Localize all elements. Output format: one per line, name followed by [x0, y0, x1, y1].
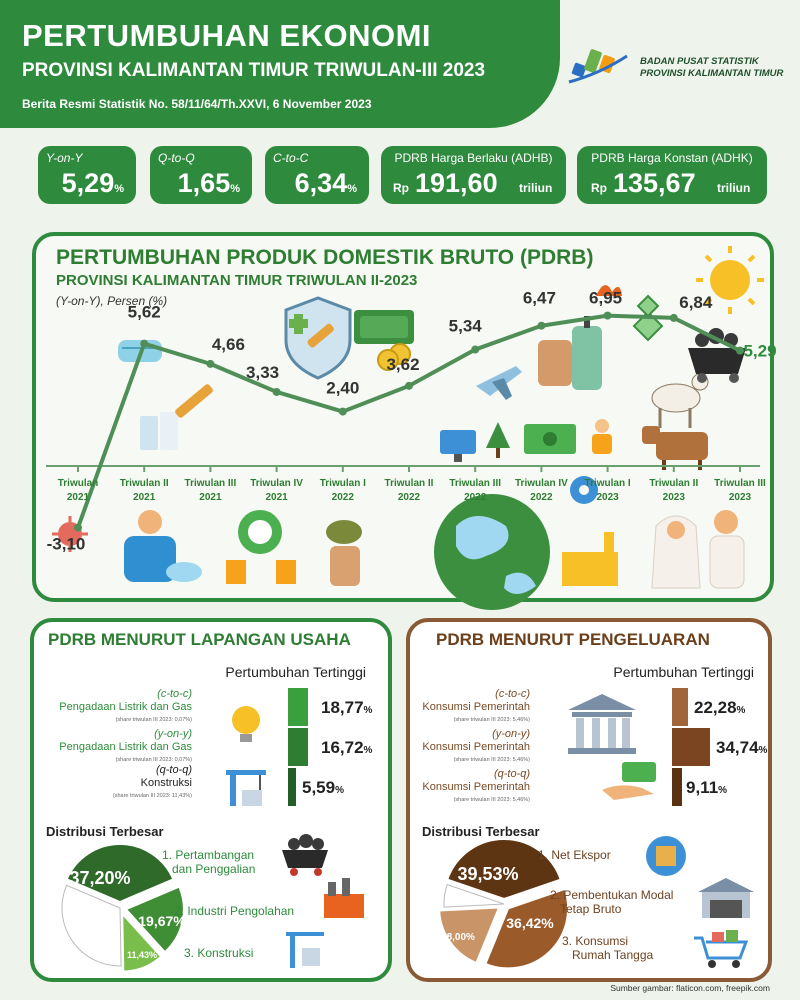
line-chart — [36, 236, 777, 598]
lapangan-dist-label-3: 3. Konstruksi — [184, 946, 254, 960]
lapangan-item-2: (y-on-y) Pengadaan Listrik dan Gas (share triwulan III 2023: 0,07%) — [59, 728, 192, 763]
lapangan-dist-title: Distribusi Terbesar — [46, 824, 164, 839]
x-tick-label: 2022 — [397, 492, 421, 503]
x-tick-label: 2023 — [596, 492, 619, 503]
pengeluaran-value-3: 9,11% — [686, 778, 728, 797]
data-point — [273, 388, 281, 396]
lapangan-title: PDRB MENURUT LAPANGAN USAHA — [48, 630, 351, 649]
pengeluaran-item-1: (c-to-c) Konsumsi Pemerintah (share triwulan III 2023: 5,46%) — [422, 688, 530, 723]
image-source: Sumber gambar: flaticon.com, freepik.com — [610, 983, 770, 993]
pengeluaran-dist-label-1: 1. Net Ekspor — [538, 848, 611, 862]
x-tick-label: 2023 — [728, 492, 752, 503]
data-point — [670, 314, 678, 322]
lightbulb-icon — [232, 706, 260, 742]
lapangan-usaha-panel — [30, 618, 392, 982]
vaccine-shield-icon — [286, 298, 350, 378]
data-point — [206, 360, 214, 368]
lapangan-item-1: (c-to-c) Pengadaan Listrik dan Gas (share triwulan III 2023: 0,07%) — [59, 688, 192, 723]
stat-adhk: PDRB Harga Konstan (ADHK) Rp 135,67 triliun — [577, 146, 767, 204]
x-tick-label: 2021 — [199, 492, 222, 503]
construction-crane-icon — [226, 770, 266, 806]
x-tick-label: 2022 — [331, 492, 354, 503]
x-tick-label: Triwulan I — [584, 478, 631, 489]
pengeluaran-dist-title: Distribusi Terbesar — [422, 824, 540, 839]
vaccine-vial-icon — [140, 383, 214, 450]
pengeluaran-dist-label-3: 3. Konsumsi Rumah Tangga — [562, 934, 654, 962]
construction-crane-icon — [286, 932, 324, 968]
pengeluaran-dist-label-2: 2. Pembentukan Modal Tetap Bruto — [550, 888, 674, 916]
x-tick-label: Triwulan I — [319, 478, 366, 489]
shopping-cart-icon — [694, 930, 746, 968]
x-tick-label: 2023 — [662, 492, 685, 503]
x-tick-label: 2021 — [133, 492, 156, 503]
lapangan-value-1: 18,77% — [321, 698, 373, 717]
data-label: 5,34 — [448, 316, 482, 336]
x-tick-label: Triwulan IV — [515, 478, 568, 489]
praying-people-icon — [652, 510, 744, 588]
lapangan-growth-title: Pertumbuhan Tertinggi — [225, 664, 366, 680]
data-label: -3,10 — [46, 534, 86, 554]
pengeluaran-growth-title: Pertumbuhan Tertinggi — [613, 664, 754, 680]
data-label: 6,95 — [589, 288, 623, 308]
lapangan-bar-3 — [288, 768, 296, 806]
lapangan-icons — [216, 686, 276, 810]
stat-adhb: PDRB Harga Berlaku (ADHB) Rp 191,60 triliun — [381, 146, 566, 204]
factory-icon — [324, 878, 364, 918]
pie-value-label: 39,53% — [457, 864, 519, 884]
data-label: 6,47 — [522, 288, 556, 308]
pengeluaran-value-2: 34,74% — [716, 738, 768, 757]
lapangan-bar-1 — [288, 688, 308, 726]
x-tick-label: Triwulan III — [184, 478, 237, 489]
warehouse-icon — [698, 878, 754, 918]
handwash-person-icon — [124, 510, 202, 582]
pie-value-label: 37,20% — [69, 868, 131, 888]
pie-value-label: 18,00% — [441, 932, 475, 943]
person-icon — [592, 419, 612, 454]
government-building-icon — [568, 694, 636, 754]
pengeluaran-title: PDRB MENURUT PENGELUARAN — [436, 630, 710, 649]
pie-value-label: 11,43% — [126, 950, 158, 960]
x-tick-label: Triwulan — [57, 478, 99, 489]
bps-logo-icon — [567, 44, 631, 90]
data-point — [604, 312, 612, 320]
chart-ylabel: (Y-on-Y), Persen (%) — [56, 294, 168, 308]
data-point — [339, 408, 347, 416]
pengeluaran-icons — [562, 690, 672, 810]
x-tick-label: 2022 — [464, 492, 487, 503]
factory-icon — [562, 532, 618, 586]
agency-name: BADAN PUSAT STATISTIK PROVINSI KALIMANTAN TIMUR — [640, 56, 784, 79]
stat-ctc: C-to-C 6,34% — [265, 146, 369, 204]
data-label: 6,84 — [679, 292, 713, 312]
x-tick-label: Triwulan II — [384, 478, 434, 489]
hand-cash-icon — [602, 762, 656, 800]
data-label: 3,62 — [386, 354, 420, 374]
pie-value-label: 36,42% — [506, 915, 554, 931]
data-label: 5,29 — [743, 341, 777, 361]
data-label: 4,66 — [211, 334, 245, 354]
pengeluaran-item-2: (y-on-y) Konsumsi Pemerintah (share triwulan III 2023: 5,46%) — [422, 728, 530, 763]
stat-qtq: Q-to-Q 1,65% — [150, 146, 252, 204]
pdrb-growth-chart-panel — [32, 232, 777, 602]
data-point — [537, 322, 545, 330]
lapangan-dist-label-2: 2. Industri Pengolahan — [174, 904, 295, 918]
pengeluaran-bar-3 — [672, 768, 682, 806]
data-point — [405, 382, 413, 390]
data-label: 5,62 — [127, 302, 161, 322]
header-banner — [0, 0, 560, 128]
pengeluaran-panel — [406, 618, 772, 982]
globe-icon — [434, 494, 550, 610]
stat-yoy: Y-on-Y 5,29% — [38, 146, 136, 204]
lapangan-item-3: (q-to-q) Konstruksi (share triwulan III 2023: 11,43%) — [112, 764, 192, 799]
lapangan-bar-2 — [288, 728, 308, 766]
x-tick-label: Triwulan II — [649, 478, 699, 489]
x-tick-label: Triwulan II — [119, 478, 169, 489]
x-tick-label: 2021 — [66, 492, 90, 503]
travel-luggage-icon — [538, 316, 602, 390]
x-tick-label: Triwulan IV — [250, 478, 303, 489]
data-label: 2,40 — [326, 378, 360, 398]
coal-wagon-icon — [282, 834, 328, 876]
page-title: PERTUMBUHAN EKONOMI — [22, 18, 432, 53]
soldier-icon — [326, 520, 362, 586]
x-tick-label: Triwulan III — [449, 478, 502, 489]
data-point — [140, 340, 148, 348]
pengeluaran-value-1: 22,28% — [694, 698, 746, 717]
computer-icon — [440, 430, 476, 462]
chart-subtitle: PROVINSI KALIMANTAN TIMUR TRIWULAN II-2023 — [56, 272, 418, 289]
export-box-icon — [646, 836, 686, 876]
lapangan-value-3: 5,59% — [302, 778, 344, 797]
pie-value-label: 19,67% — [138, 913, 186, 929]
x-tick-label: 2022 — [530, 492, 553, 503]
x-tick-label: Triwulan III — [714, 478, 766, 489]
data-point — [74, 524, 82, 532]
data-label: 3,33 — [246, 362, 280, 382]
cow-icon — [642, 426, 708, 470]
airplane-icon — [476, 366, 522, 400]
tree-icon — [486, 422, 510, 458]
cash-icon — [524, 424, 576, 454]
data-point — [471, 346, 479, 354]
school-children-icon — [226, 510, 296, 584]
page-subtitle: PROVINSI KALIMANTAN TIMUR TRIWULAN-III 2023 — [22, 60, 486, 81]
pengeluaran-item-3: (q-to-q) Konsumsi Pemerintah (share triwulan III 2023: 5,46%) — [422, 768, 530, 803]
news-reference: Berita Resmi Statistik No. 58/11/64/Th.XXVI, 6 November 2023 — [22, 97, 372, 111]
pengeluaran-bar-2 — [672, 728, 710, 766]
lapangan-dist-label-1: 1. Pertambangan dan Penggalian — [162, 848, 256, 876]
x-tick-label: 2021 — [265, 492, 288, 503]
chart-title: PERTUMBUHAN PRODUK DOMESTIK BRUTO (PDRB) — [56, 246, 594, 269]
pengeluaran-bar-1 — [672, 688, 688, 726]
lapangan-value-2: 16,72% — [321, 738, 373, 757]
